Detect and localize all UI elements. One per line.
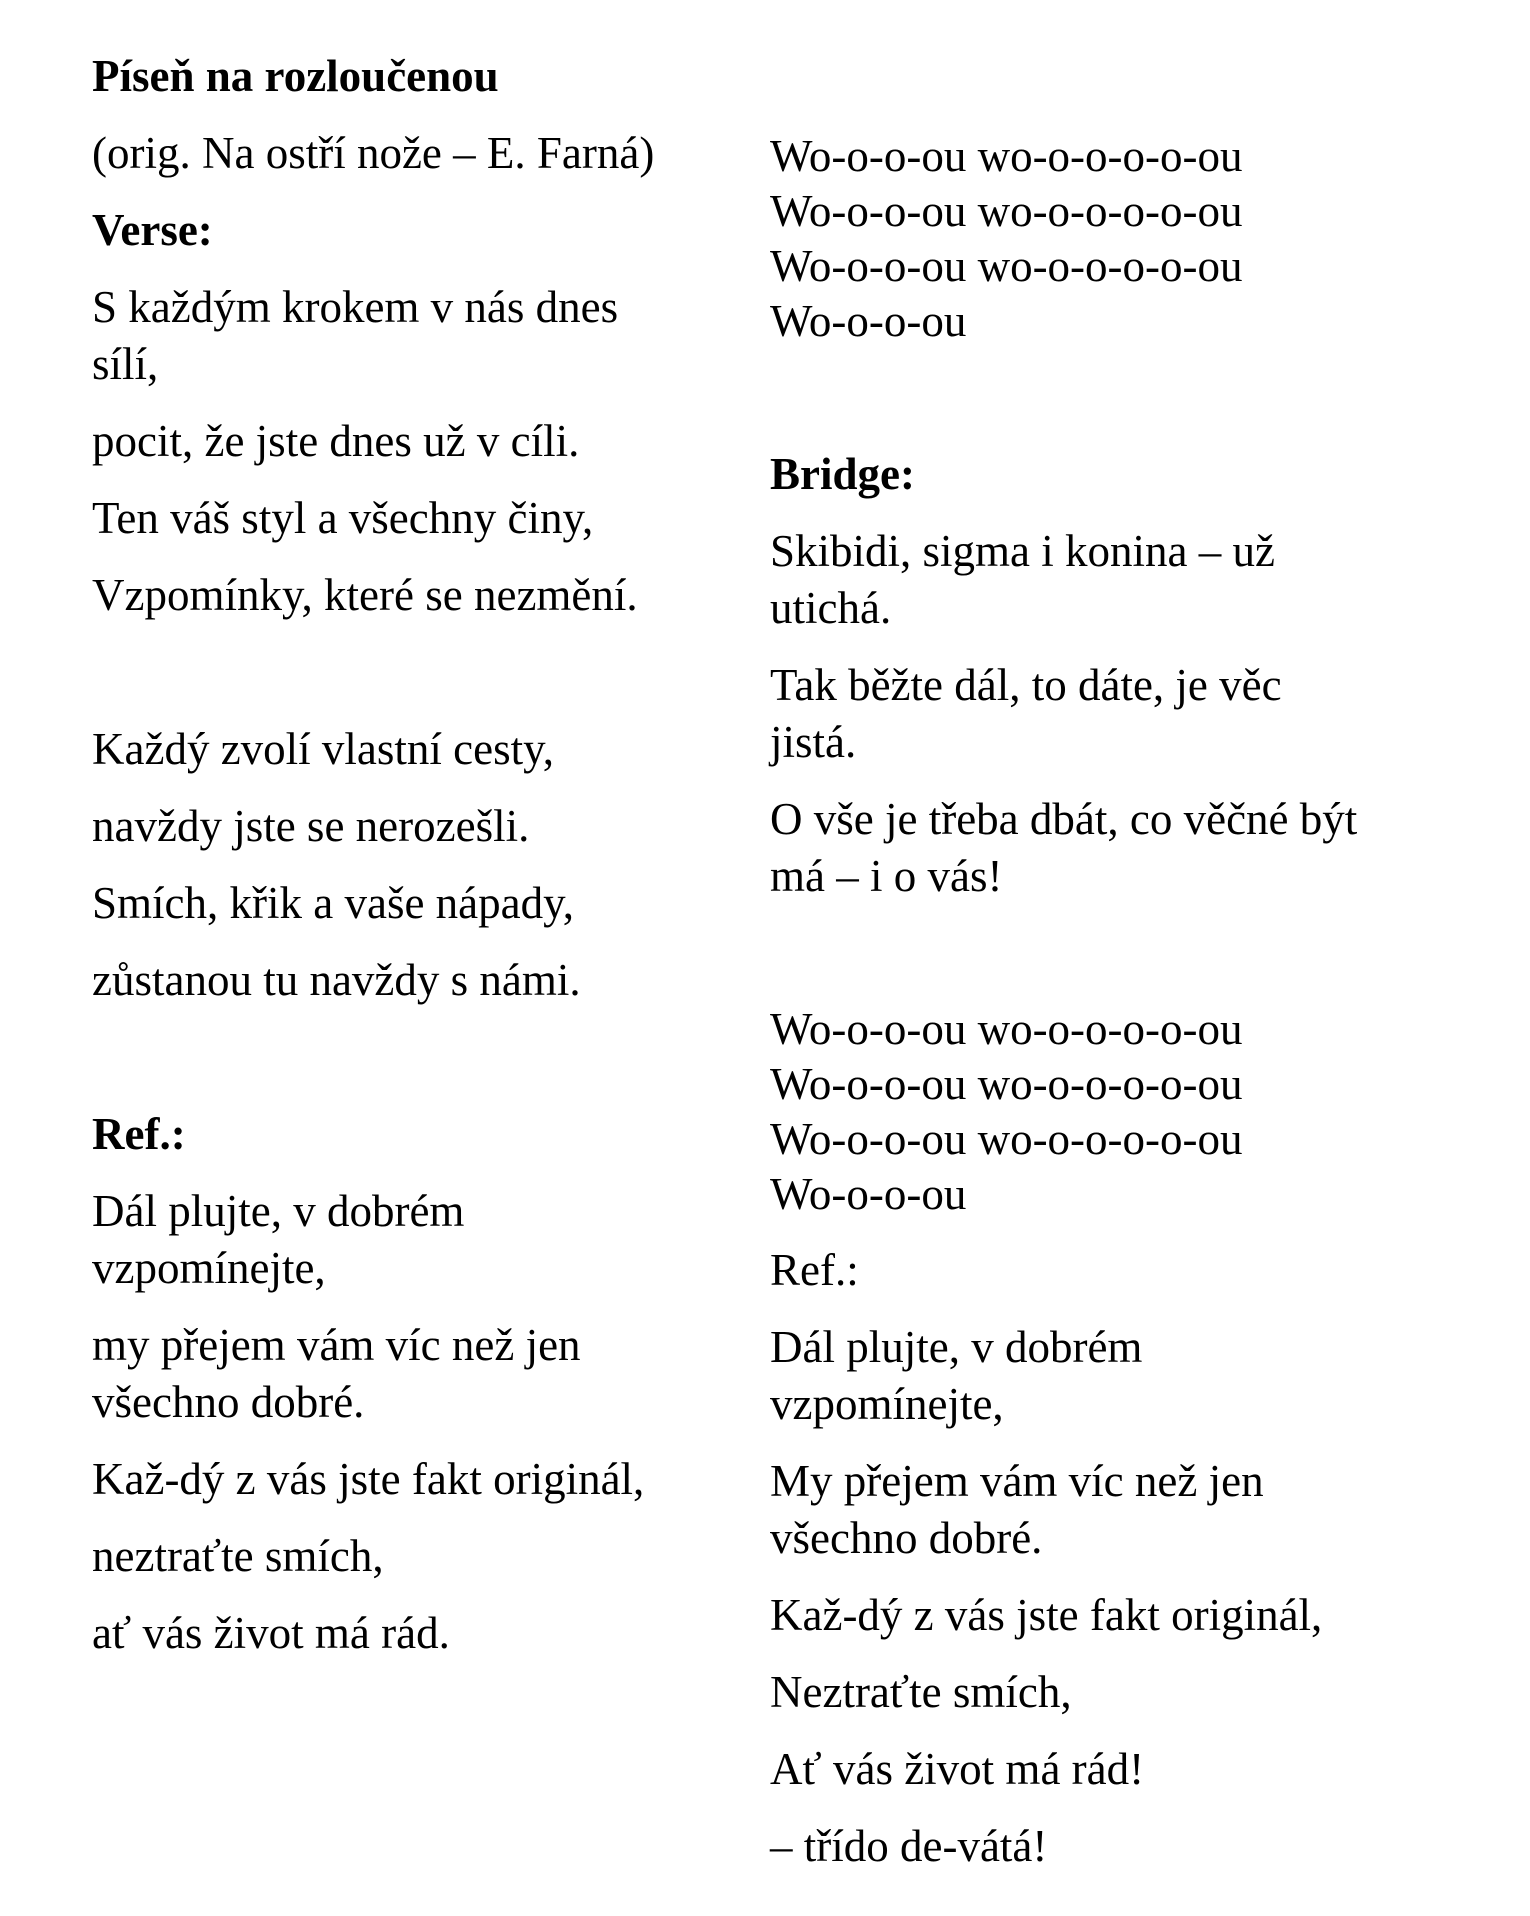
blank-line [770,369,1490,426]
lyric-paragraph [770,523,1490,637]
lyric-line: Dál plujte, v dobrém [770,1322,1143,1372]
lyric-paragraph [92,1605,740,1662]
lyric-line: Neztraťte smích, [770,1667,1072,1717]
lyric-line: O vše je třeba dbát, co věčné být [770,794,1358,844]
orig-note-text: (orig. Na ostří nože – E. Farná) [92,128,655,178]
lyric-line: Wo-o-o-ou wo-o-o-o-o-ou [770,1004,1243,1054]
lyric-paragraph [92,721,740,778]
lyric-line: – třído de-vátá! [770,1821,1048,1871]
lyric-line: Wo-o-o-ou [770,296,967,346]
lyric-paragraph [770,1818,1490,1875]
lyric-paragraph [770,1741,1490,1798]
wo-block [770,129,1490,349]
lyric-paragraph [770,1453,1490,1567]
blank-line [770,925,1490,982]
lyric-line: jistá. [770,717,857,767]
lyric-paragraph [92,413,740,470]
lyric-line: sílí, [92,339,159,389]
lyric-paragraph [92,279,740,393]
lyric-line: všechno dobré. [770,1513,1043,1563]
lyric-paragraph [770,791,1490,905]
orig-note [92,125,740,182]
lyric-line: Skibidi, sigma i konina – už [770,526,1275,576]
lyric-paragraph [770,1319,1490,1433]
lyric-paragraph [92,1317,740,1431]
lyric-line: Každý zvolí vlastní cesty, [92,724,554,774]
blank-line [92,1029,740,1086]
song-title [92,48,740,105]
lyric-line: Smích, křik a vaše nápady, [92,878,574,928]
lyric-line: Wo-o-o-ou wo-o-o-o-o-ou [770,1059,1243,1109]
lyric-line: Wo-o-o-ou wo-o-o-o-o-ou [770,186,1243,236]
lyric-line: neztraťte smích, [92,1531,384,1581]
refrain-label [92,1106,740,1163]
lyric-line: utichá. [770,583,892,633]
lyric-line: vzpomínejte, [770,1379,1004,1429]
lyric-line: ať vás život má rád. [92,1608,450,1658]
lyric-paragraph [92,490,740,547]
lyric-line: Wo-o-o-ou [770,1169,967,1219]
lyric-paragraph [92,1183,740,1297]
lyric-paragraph [92,875,740,932]
verse-label [92,202,740,259]
lyric-line: zůstanou tu navždy s námi. [92,955,581,1005]
bridge-label [770,446,1490,503]
wo-block [770,1002,1490,1222]
song-title-text: Píseň na rozloučenou [92,51,499,101]
lyric-line: Dál plujte, v dobrém [92,1186,465,1236]
lyric-paragraph [92,798,740,855]
lyric-paragraph [770,657,1490,771]
left-column [92,48,740,1682]
lyric-line: vzpomínejte, [92,1243,326,1293]
bridge-label-text: Bridge: [770,449,915,499]
lyric-line: S každým krokem v nás dnes [92,282,619,332]
lyric-line: Ať vás život má rád! [770,1744,1145,1794]
lyric-line: my přejem vám víc než jen [92,1320,581,1370]
lyric-line: všechno dobré. [92,1377,365,1427]
lyric-line: Vzpomínky, které se nezmění. [92,570,638,620]
lyric-line: Tak běžte dál, to dáte, je věc [770,660,1282,710]
blank-line [92,644,740,701]
lyric-paragraph [770,1587,1490,1644]
lyric-line: má – i o vás! [770,851,1003,901]
lyric-line: Wo-o-o-ou wo-o-o-o-o-ou [770,241,1243,291]
lyric-line: Kaž-dý z vás jste fakt originál, [92,1454,645,1504]
verse-label-text: Verse: [92,205,213,255]
refrain-label-text: Ref.: [92,1109,186,1159]
lyric-line: navždy jste se nerozešli. [92,801,530,851]
refrain-label-text: Ref.: [770,1245,859,1295]
right-column [770,129,1490,1895]
lyric-paragraph [92,1528,740,1585]
lyric-line: My přejem vám víc než jen [770,1456,1264,1506]
refrain-label [770,1242,1490,1299]
lyric-line: Wo-o-o-ou wo-o-o-o-o-ou [770,131,1243,181]
lyric-paragraph [92,952,740,1009]
lyric-line: pocit, že jste dnes už v cíli. [92,416,580,466]
lyric-line: Kaž-dý z vás jste fakt originál, [770,1590,1323,1640]
lyric-paragraph [92,567,740,624]
lyric-paragraph [92,1451,740,1508]
lyric-line: Ten váš styl a všechny činy, [92,493,594,543]
lyric-paragraph [770,1664,1490,1721]
lyric-line: Wo-o-o-ou wo-o-o-o-o-ou [770,1114,1243,1164]
